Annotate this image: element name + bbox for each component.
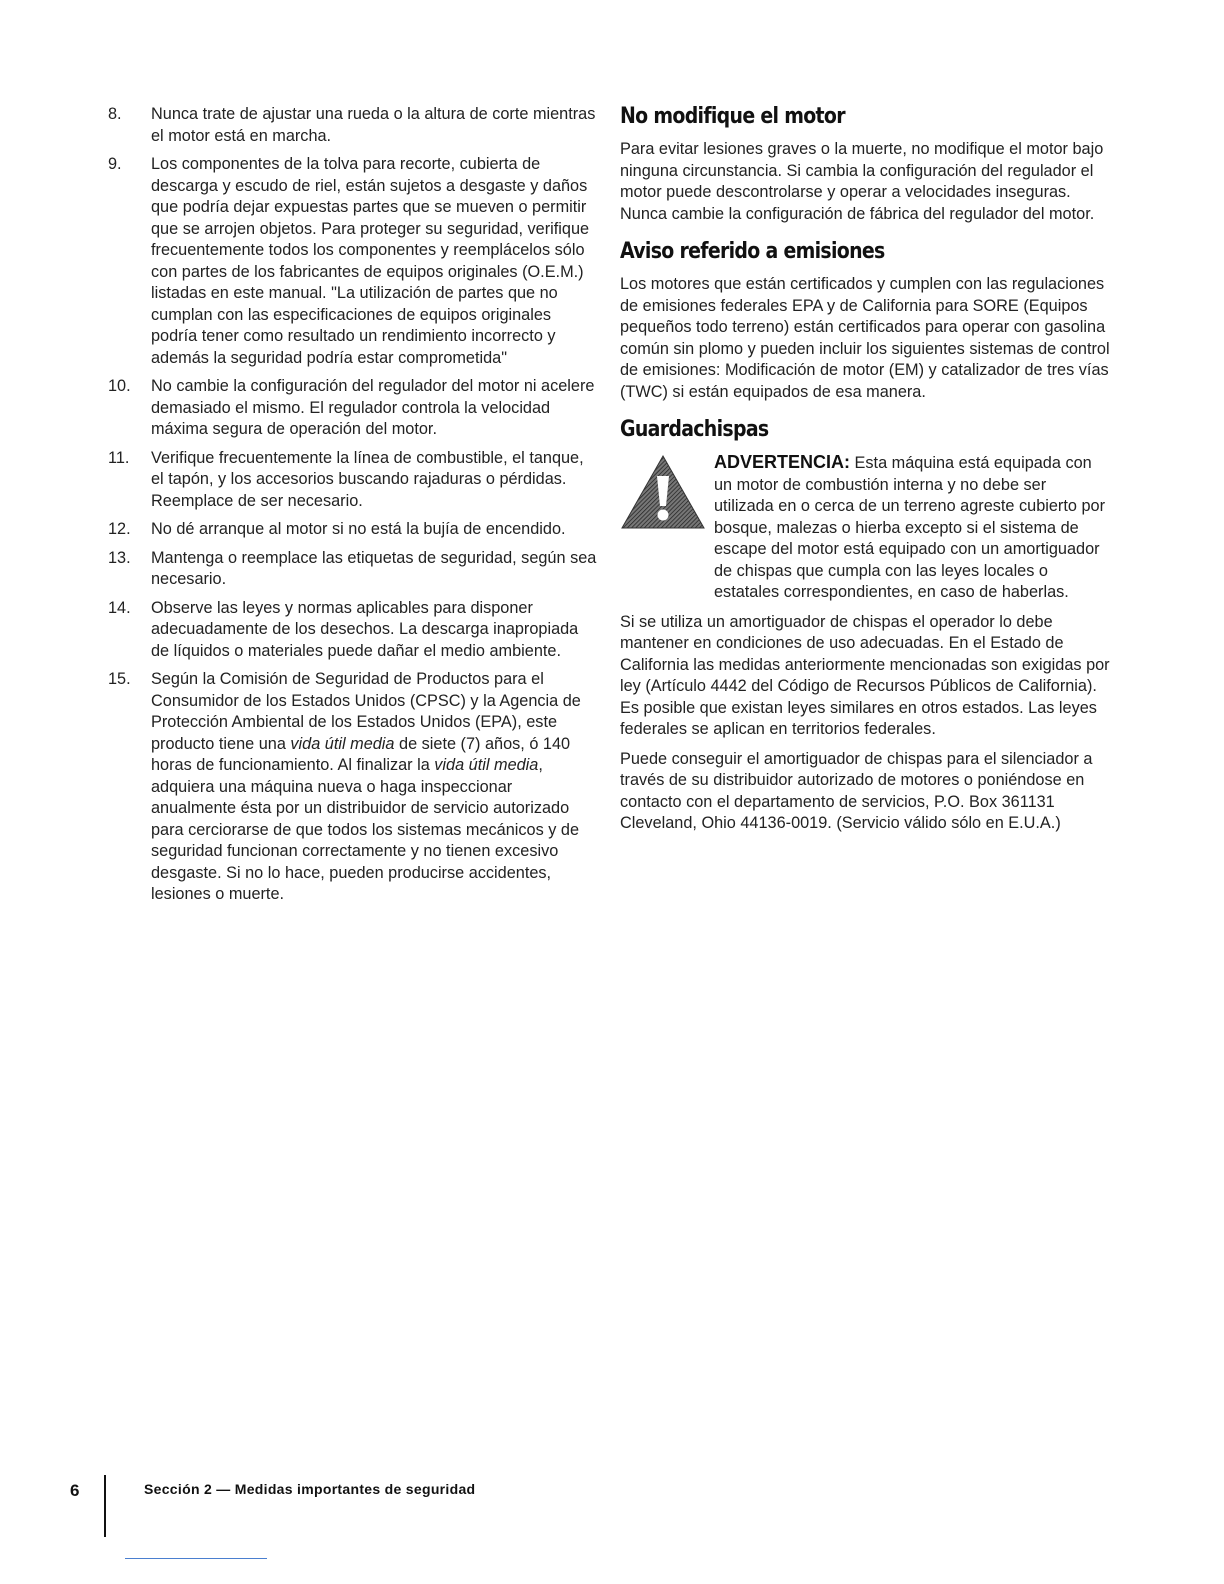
item-text: Mantenga o reemplace las etiquetas de seguridad, según sea necesario. — [151, 548, 597, 588]
section-title-emisiones: Aviso referido a emisiones — [620, 239, 885, 264]
list-item — [108, 154, 598, 369]
bottom-rule — [125, 1558, 267, 1559]
item-text: No dé arranque al motor si no está la bujía de encendido. — [151, 520, 566, 538]
warning-triangle-icon — [620, 454, 706, 530]
section-title-guardachispas: Guardachispas — [620, 417, 769, 442]
guardachispas-paragraph-1: Si se utiliza un amortiguador de chispas el operador lo debe mantener en condiciones de uso adecuadas. En el Estado de California las medidas anteriormente mencionadas son exigidas por ley (Artículo 4442 del Código de Recursos Públicos de California). Es posible que existan leyes similares en otros estados. Las leyes federales se aplican en territorios federales. — [620, 612, 1110, 738]
list-item — [108, 376, 598, 441]
page-number: 6 — [70, 1481, 80, 1500]
footer-divider — [104, 1475, 106, 1537]
list-item — [108, 548, 598, 591]
item-number: 13. — [108, 548, 131, 567]
emphasis-text: vida útil media — [290, 734, 395, 753]
item-text: Según la Comisión de Seguridad de Productos para el Consumidor de los Estados Unidos (CPSC) y la Agencia de Protección Ambiental de los Estados Unidos (EPA), este producto tiene una vida útil media de siete (7) años, ó 140 horas de funcionamiento. Al finalizar la vida útil media, adquiera una máquina nueva o haga inspeccionar anualmente ésta por un distribuidor de servicio autorizado para cerciorarse de que todos los sistemas mecánicos y de seguridad funcionan correctamente y no tienen excesivo desgaste. Si no lo hace, pueden producirse accidentes, lesiones o muerte. — [151, 670, 581, 903]
item-number: 14. — [108, 598, 131, 617]
item-number: 11. — [108, 448, 130, 467]
page-footer — [70, 1478, 670, 1538]
warning-block — [620, 452, 1110, 604]
item-number: 12. — [108, 520, 131, 538]
warning-text: Esta máquina está equipada con un motor de combustión interna y no debe ser utilizada en o cerca de un terreno agreste cubierto por bosque, malezas o hierba excepto si el sistema de escape del motor está equipado con un amortiguador de chispas que cumpla con las leyes locales o estatales correspondientes, en caso de haberlas. — [714, 454, 1105, 601]
item-number: 10. — [108, 377, 131, 395]
right-column — [620, 104, 1110, 843]
item-text: Los componentes de la tolva para recorte, cubierta de descarga y escudo de riel, están sujetos a desgaste y daños que podría dejar expuestas partes que se mueven o permitir que se arrojen objetos. Para proteger su seguridad, verifique frecuentemente todos los componentes y reemplácelos sólo con partes de los fabricantes de equipos originales (O.E.M.) listadas en este manual. "La utilización de partes que no cumplan con las especificaciones de equipos originales podría tener como resultado un rendimiento incorrecto y además la seguridad podría estar comprometida" — [151, 155, 590, 367]
item-text: Nunca trate de ajustar una rueda o la altura de corte mientras el motor está en marcha. — [151, 105, 596, 145]
safety-list — [108, 104, 598, 913]
item-text: Verifique frecuentemente la línea de combustible, el tanque, el tapón, y los accesorios buscando rajaduras o pérdidas. Reemplace de ser necesario. — [151, 448, 584, 510]
section-title-motor: No modifique el motor — [620, 104, 845, 129]
guardachispas-paragraph-2: Puede conseguir el amortiguador de chispas para el silenciador a través de su distribuidor autorizado de motores o poniéndose en contacto con el departamento de servicios, P.O. Box 361131 Cleveland, Ohio 44136-0019. (Servicio válido sólo en E.U.A.) — [620, 749, 1093, 832]
item-number: 8. — [108, 105, 122, 123]
emphasis-text: vida útil media — [434, 756, 539, 774]
list-item — [108, 104, 598, 147]
item-text: Observe las leyes y normas aplicables para disponer adecuadamente de los desechos. La descarga inapropiada de líquidos o materiales puede dañar el medio ambiente. — [151, 598, 579, 660]
list-item — [108, 669, 598, 906]
warning-label: ADVERTENCIA: — [714, 452, 851, 472]
emisiones-paragraph: Los motores que están certificados y cumplen con las regulaciones de emisiones federales EPA y de California para SORE (Equipos pequeños todo terreno) están certificados para operar con gasolina común sin plomo y pueden incluir los siguientes sistemas de control de emisiones: Modificación de motor (EM) y catalizador de tres vías (TWC) si están equipados de esa manera. — [620, 275, 1110, 401]
list-item — [108, 448, 598, 513]
list-item — [108, 598, 598, 663]
list-item — [108, 519, 598, 541]
item-text: No cambie la configuración del regulador del motor ni acelere demasiado el mismo. El regulador controla la velocidad máxima segura de operación del motor. — [151, 377, 595, 438]
item-number: 15. — [108, 670, 131, 688]
footer-section-label: Sección 2 — Medidas importantes de seguridad — [144, 1481, 476, 1497]
motor-paragraph: Para evitar lesiones graves o la muerte, no modifique el motor bajo ninguna circunstancia. Si cambia la configuración del regulador el motor puede descontrolarse y operar a velocidades inseguras. Nunca cambie la configuración de fábrica del regulador del motor. — [620, 140, 1104, 223]
item-number: 9. — [108, 155, 122, 173]
